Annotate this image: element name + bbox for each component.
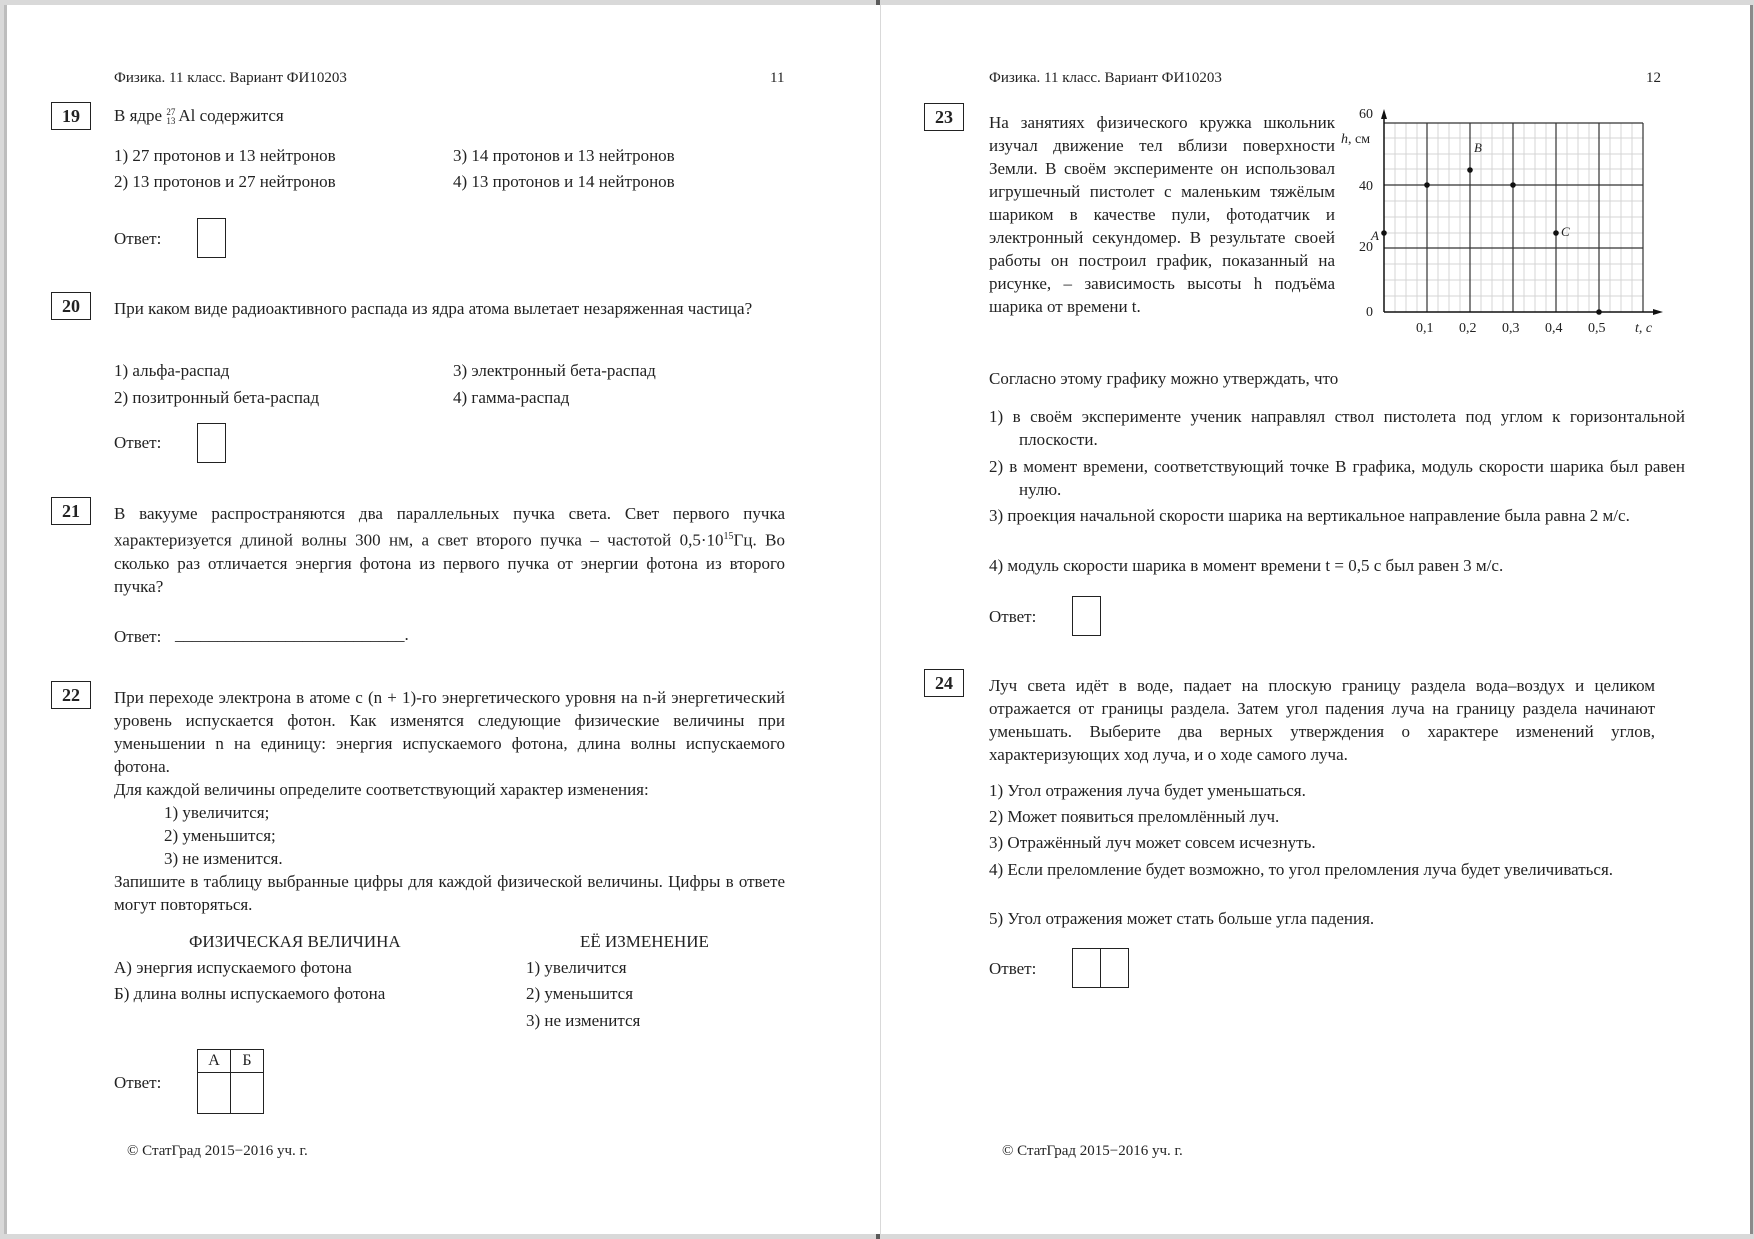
point-t03 (1510, 182, 1516, 188)
answer-cell-a[interactable] (198, 1073, 231, 1114)
q23-option-1: 1) в своём эксперименте ученик направлял ствол пистолета под углом к горизонтальной плоскости. (989, 407, 1685, 449)
question-22-text: При переходе электрона в атоме с (n + 1)-го энергетического уровня на n-й энергетический уровень испускается фотон. Как изменятся следующие физические величины при уменьшении n на единицу: энергия испускаемого фотона, длина волны испускаемого фотона. (114, 688, 785, 776)
isotope-notation (166, 108, 178, 126)
q21-text-part2: Гц. Во сколько раз отличается энергия фотона из первого пучка от энергии фотона из второго пучка? (114, 530, 785, 596)
isotope-charge: 13 (166, 116, 176, 127)
point-a (1381, 230, 1387, 236)
q19-option-1: 1) 27 протонов и 13 нейтронов (114, 146, 336, 165)
x-tick-0.4: 0,4 (1545, 321, 1563, 336)
point-c (1553, 230, 1559, 236)
q21-answer-label: Ответ: (114, 627, 162, 646)
question-number-20: 20 (51, 292, 91, 320)
q22-change-1: 1) увеличится; (164, 803, 270, 822)
q20-option-1: 1) альфа-распад (114, 361, 230, 380)
q24-answer-label: Ответ: (989, 959, 1037, 978)
q22-quantity-a: А) энергия испускаемого фотона (114, 958, 352, 977)
q22-change-option-2: 2) уменьшится (526, 984, 634, 1003)
isotope-symbol: Al (178, 106, 196, 125)
q23-option-4: 4) модуль скорости шарика в момент времени t = 0,5 с был равен 3 м/с. (989, 556, 1504, 575)
point-t05 (1596, 309, 1602, 315)
y-tick-60: 60 (1359, 107, 1373, 122)
question-number-22: 22 (51, 681, 91, 709)
q19-option-3: 3) 14 протонов и 13 нейтронов (453, 146, 675, 165)
height-time-graph (1341, 105, 1671, 345)
question-21-text (114, 502, 785, 598)
q21-exponent: 15 (723, 531, 734, 542)
question-number-21: 21 (51, 497, 91, 525)
y-tick-20: 20 (1359, 240, 1373, 255)
question-number-19: 19 (51, 102, 91, 130)
q20-answer-box[interactable] (197, 423, 226, 463)
y-tick-0: 0 (1366, 305, 1373, 320)
x-tick-0.2: 0,2 (1459, 321, 1477, 336)
x-axis-arrow-icon (1653, 309, 1663, 315)
q24-option-1: 1) Угол отражения луча будет уменьшаться. (989, 781, 1306, 800)
page-footer: © СтатГрад 2015−2016 уч. г. (127, 1143, 308, 1159)
q22-quantity-b: Б) длина волны испускаемого фотона (114, 984, 386, 1003)
question-number-23: 23 (924, 103, 964, 131)
q19-option-2: 2) 13 протонов и 27 нейтронов (114, 172, 336, 191)
q24-option-4: 4) Если преломление будет возможно, то угол преломления луча будет увеличиваться. (989, 860, 1614, 879)
q22-write-note: Запишите в таблицу выбранные цифры для каждой физической величины. Цифры в ответе могут повторяться. (114, 872, 785, 914)
page-number: 12 (1646, 70, 1661, 86)
y-tick-40: 40 (1359, 179, 1373, 194)
page-number: 11 (770, 70, 785, 86)
question-20-text: При каком виде радиоактивного распада из ядра атома вылетает незаряженная частица? (114, 299, 753, 318)
q22-col1-header: ФИЗИЧЕСКАЯ ВЕЛИЧИНА (189, 932, 401, 951)
q22-answer-label: Ответ: (114, 1073, 162, 1092)
q22-col2-header: ЕЁ ИЗМЕНЕНИЕ (580, 932, 709, 951)
q22-instruction: Для каждой величины определите соответствующий характер изменения: (114, 780, 649, 799)
q19-text-pre: В ядре (114, 106, 167, 125)
q20-option-3: 3) электронный бета-распад (453, 361, 656, 380)
page-header: Физика. 11 класс. Вариант ФИ10203 (989, 70, 1222, 86)
q22-change-2: 2) уменьшится; (164, 826, 276, 845)
q24-option-5: 5) Угол отражения может стать больше угла падения. (989, 909, 1375, 928)
q19-answer-box[interactable] (197, 218, 226, 258)
question-19-text (114, 104, 284, 127)
q23-option-3: 3) проекция начальной скорости шарика на вертикальное направление была равна 2 м/с. (989, 506, 1630, 525)
q23-answer-box[interactable] (1072, 596, 1101, 636)
q20-option-2: 2) позитронный бета-распад (114, 388, 320, 407)
point-t01 (1424, 182, 1430, 188)
point-label-a: A (1371, 228, 1379, 243)
q20-option-4: 4) гамма-распад (453, 388, 570, 407)
point-b (1467, 167, 1473, 173)
q21-answer-line[interactable]: ___________________________. (175, 625, 409, 644)
page-footer: © СтатГрад 2015−2016 уч. г. (1002, 1143, 1183, 1159)
q19-text-post: содержится (195, 106, 284, 125)
q19-option-4: 4) 13 протонов и 14 нейтронов (453, 172, 675, 191)
y-axis-arrow-icon (1381, 109, 1387, 119)
x-tick-0.5: 0,5 (1588, 321, 1606, 336)
q24-option-2: 2) Может появиться преломлённый луч. (989, 807, 1280, 826)
page-12 (881, 5, 1753, 1234)
q19-answer-label: Ответ: (114, 229, 162, 248)
q22-change-option-1: 1) увеличится (526, 958, 627, 977)
q23-answer-label: Ответ: (989, 607, 1037, 626)
q22-answer-table (197, 1049, 264, 1114)
x-axis-label: t, с (1635, 321, 1653, 336)
q20-answer-label: Ответ: (114, 433, 162, 452)
point-label-b: B (1474, 140, 1482, 155)
isotope-mass: 27 (166, 107, 176, 118)
q22-change-3: 3) не изменится. (164, 849, 283, 868)
answer-cell-b[interactable] (231, 1073, 264, 1114)
q24-option-3: 3) Отражённый луч может совсем исчезнуть. (989, 833, 1316, 852)
x-tick-0.1: 0,1 (1416, 321, 1434, 336)
graph-axes (1384, 113, 1659, 312)
graph-svg (1341, 105, 1671, 345)
q22-change-option-3: 3) не изменится (526, 1011, 641, 1030)
question-24-text: Луч света идёт в воде, падает на плоскую границу раздела вода–воздух и целиком отражается от границы раздела. Затем угол падения луча на границу раздела начинают уменьшать. Выберите два верных утверждения о характере изменений углов, характеризующих ход луча, и о ходе самого луча. (989, 676, 1655, 764)
x-tick-0.3: 0,3 (1502, 321, 1520, 336)
question-23-text: На занятиях физического кружка школьник изучал движение тел вблизи поверхности Земли. В своём эксперименте он использовал игрушечный пистолет с маленьким тяжёлым шариком в качестве пули, фотодатчик и электронный секундомер. В результате своей работы он построил график, показанный на рисунке, – зависимость высоты h подъёма шарика от времени t. (989, 113, 1335, 316)
point-label-c: C (1561, 224, 1570, 239)
q23-lead: Согласно этому графику можно утверждать, что (989, 369, 1339, 388)
page-header: Физика. 11 класс. Вариант ФИ10203 (114, 70, 347, 86)
q24-answer-box-2[interactable] (1100, 948, 1129, 988)
answer-table-header-a: А (198, 1050, 231, 1073)
q23-option-2: 2) в момент времени, соответствующий точке B графика, модуль скорости шарика был равен нулю. (989, 457, 1685, 499)
y-axis-label: h, см (1341, 132, 1371, 147)
answer-table-header-b: Б (231, 1050, 264, 1073)
question-number-24: 24 (924, 669, 964, 697)
q21-text-part1: В вакууме распространяются два параллельных пучка света. Свет первого пучка характеризуется длиной волны 300 нм, а свет второго пучка – частотой 0,5·10 (114, 504, 785, 550)
page-11 (4, 5, 880, 1234)
q24-answer-box-1[interactable] (1072, 948, 1101, 988)
